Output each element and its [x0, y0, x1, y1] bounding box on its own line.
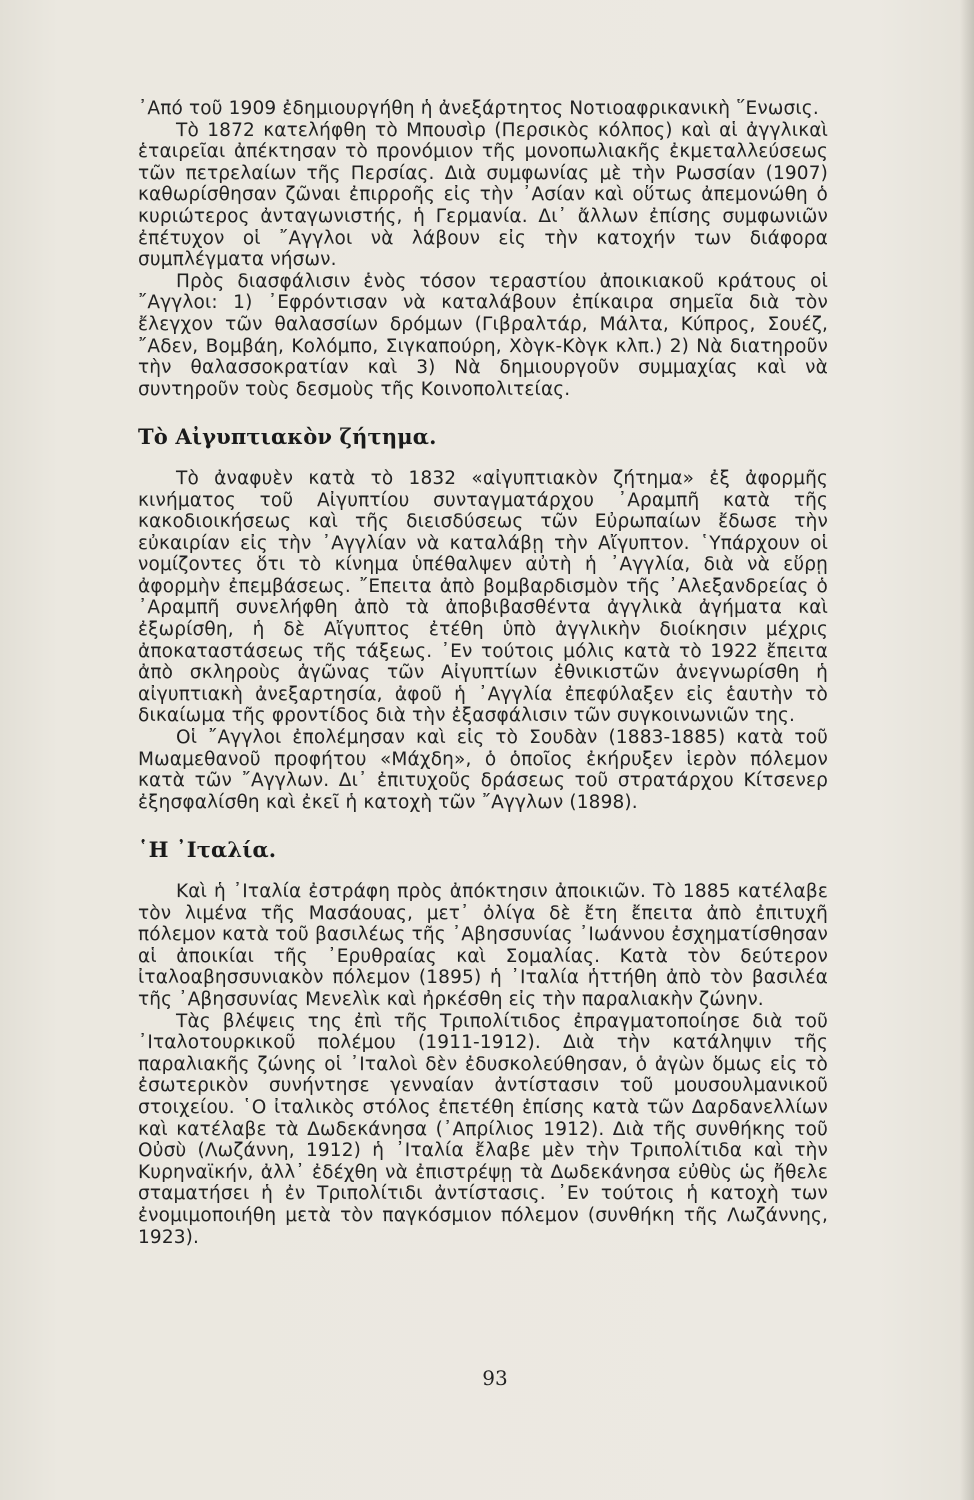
paragraph-south-africa: ᾿Από τοῦ 1909 ἐδημιουργήθη ἡ ἀνεξάρτητος Νοτιοαφρικανικὴ ῞Ενωσις. — [138, 98, 819, 119]
paragraph-egypt: Τὸ ἀναφυὲν κατὰ τὸ 1832 «αἰγυπτιακὸν ζήτημα» ἐξ ἀφορμῆς κινήματος τοῦ Αἰγυπτίου συνταγματάρχου ᾿Αραμπῆ κατὰ τῆς κακοδιοικήσεως καὶ τῆς διεισδύσεως τῶν Εὐρωπαίων ἔδωσε τὴν εὐκαιρίαν εἰς τὴν ᾿Αγγλίαν νὰ καταλάβῃ τὴν Αἴγυπτον. ῾Υπάρχουν οἱ νομίζοντες ὅτι τὸ κίνημα ὑπέθαλψεν αὐτὴ ἡ ᾿Αγγλία, διὰ νὰ εὕρῃ ἀφορμὴν ἐπεμβάσεως. ῎Επειτα ἀπὸ βομβαρδισμὸν τῆς ᾿Αλεξανδρείας ὁ ᾿Αραμπῆ συνελήφθη ἀπὸ τὰ ἀποβιβασθέντα ἀγγλικὰ ἀγήματα καὶ ἐξωρίσθη, ἡ δὲ Αἴγυπτος ἐτέθη ὑπὸ ἀγγλικὴν διοίκησιν μέχρις ἀποκαταστάσεως τῆς τάξεως. ᾿Εν τούτοις μόλις κατὰ τὸ 1922 ἔπειτα ἀπὸ σκληροὺς ἀγῶνας τῶν Αἰγυπτίων ἐθνικιστῶν ἀνεγνωρίσθη ἡ αἰγυπτιακὴ ἀνεξαρτησία, ἀφοῦ ἡ ᾿Αγγλία ἐπεφύλαξεν εἰς ἑαυτὴν τὸ δικαίωμα τῆς φροντίδος διὰ τὴν ἐξασφάλισιν τῶν συγκοινωνιῶν της. — [138, 467, 828, 727]
paragraph-tripolitania: Τὰς βλέψεις της ἐπὶ τῆς Τριπολίτιδος ἐπραγματοποίησε διὰ τοῦ ᾿Ιταλοτουρκικοῦ πολέμου (1911-1912). Διὰ τὴν κατάληψιν τῆς παραλιακῆς ζώνης οἱ ᾿Ιταλοὶ δὲν ἐδυσκολεύθησαν, ὁ ἀγὼν ὅμως εἰς τὸ ἐσωτερικὸν συνήντησε γενναίαν ἀντίστασιν τοῦ μουσουλμανικοῦ στοιχείου. ῾Ο ἰταλικὸς στόλος ἐπετέθη ἐπίσης κατὰ τῶν Δαρδανελλίων καὶ κατέλαβε τὰ Δωδεκάνησα (᾿Απρίλιος 1912). Διὰ τῆς συνθήκης τοῦ Οὐσὺ (Λωζάννη, 1912) ἡ ᾿Ιταλία ἔλαβε μὲν τὴν Τριπολίτιδα καὶ τὴν Κυρηναϊκήν, ἀλλ᾿ ἐδέχθη νὰ ἐπιστρέψῃ τὰ Δωδεκάνησα εὐθὺς ὡς ἤθελε σταματήσει ἡ ἐν Τριπολίτιδι ἀντίστασις. ᾿Εν τούτοις ἡ κατοχὴ των ἐνομιμοποιήθη μετὰ τὸν παγκόσμιον πόλεμον (συνθήκη τῆς Λωζάννης, 1923). — [138, 1010, 828, 1248]
page-body — [138, 98, 828, 1248]
heading-egyptian-question: Τὸ Αἰγυπτιακὸν ζήτημα. — [138, 424, 437, 450]
page-edge-shadow — [960, 0, 974, 1500]
paragraph-british-strategy: Πρὸς διασφάλισιν ἑνὸς τόσον τεραστίου ἀποικιακοῦ κράτους οἱ ῎Αγγλοι: 1) ᾿Εφρόντισαν νὰ καταλάβουν ἐπίκαιρα σημεῖα διὰ τὸν ἔλεγχον τῶν θαλασσίων δρόμων (Γιβραλτάρ, Μάλτα, Κύπρος, Σουέζ, ῎Αδεν, Βομβάη, Κολόμπο, Σιγκαπούρη, Χὸγκ-Κὸγκ κλπ.) 2) Νὰ διατηροῦν τὴν θαλασσοκρατίαν καὶ 3) Νὰ δημιουργοῦν συμμαχίας καὶ νὰ συντηροῦν τοὺς δεσμοὺς τῆς Κοινοπολιτείας. — [138, 270, 828, 400]
page-number: 93 — [482, 1366, 508, 1390]
paragraph-sudan: Οἱ ῎Αγγλοι ἐπολέμησαν καὶ εἰς τὸ Σουδὰν (1883-1885) κατὰ τοῦ Μωαμεθανοῦ προφήτου «Μάχδη», ὁ ὁποῖος ἐκήρυξεν ἱερὸν πόλεμον κατὰ τῶν ῎Αγγλων. Δι᾿ ἐπιτυχοῦς δράσεως τοῦ στρατάρχου Κίτσενερ ἐξησφαλίσθη καὶ ἐκεῖ ἡ κατοχὴ τῶν ῎Αγγλων (1898). — [138, 727, 828, 813]
paragraph-persia: Τὸ 1872 κατελήφθη τὸ Μπουσὶρ (Περσικὸς κόλπος) καὶ αἱ ἀγγλικαὶ ἑταιρεῖαι ἀπέκτησαν τὸ προνόμιον τῆς μονοπωλιακῆς ἐκμεταλλεύσεως τῶν πετρελαίων τῆς Περσίας. Διὰ συμφωνίας μὲ τὴν Ρωσσίαν (1907) καθωρίσθησαν ζῶναι ἐπιρροῆς εἰς τὴν ᾿Ασίαν καὶ οὕτως ἀπεμονώθη ὁ κυριώτερος ἀνταγωνιστής, ἡ Γερμανία. Δι᾿ ἄλλων ἐπίσης συμφωνιῶν ἐπέτυχον οἱ ῎Αγγλοι νὰ λάβουν εἰς τὴν κατοχήν των διάφορα συμπλέγματα νήσων. — [138, 119, 828, 271]
heading-italy: ῾Η ᾿Ιταλία. — [138, 837, 277, 863]
paragraph-italy-colonies: Καὶ ἡ ᾿Ιταλία ἐστράφη πρὸς ἀπόκτησιν ἀποικιῶν. Τὸ 1885 κατέλαβε τὸν λιμένα τῆς Μασάουας, μετ᾿ ὀλίγα δὲ ἔτη ἔπειτα ἀπὸ ἐπιτυχῆ πόλεμον κατὰ τοῦ βασιλέως τῆς ᾿Αβησσυνίας ᾿Ιωάννου ἐσχηματίσθησαν αἱ ἀποικίαι τῆς ᾿Ερυθραίας καὶ Σομαλίας. Κατὰ τὸν δεύτερον ἰταλοαβησσυνιακὸν πόλεμον (1895) ἡ ᾿Ιταλία ἡττήθη ἀπὸ τὸν βασιλέα τῆς ᾿Αβησσυνίας Μενελὶκ καὶ ἠρκέσθη εἰς τὴν παραλιακὴν ζώνην. — [138, 881, 828, 1010]
